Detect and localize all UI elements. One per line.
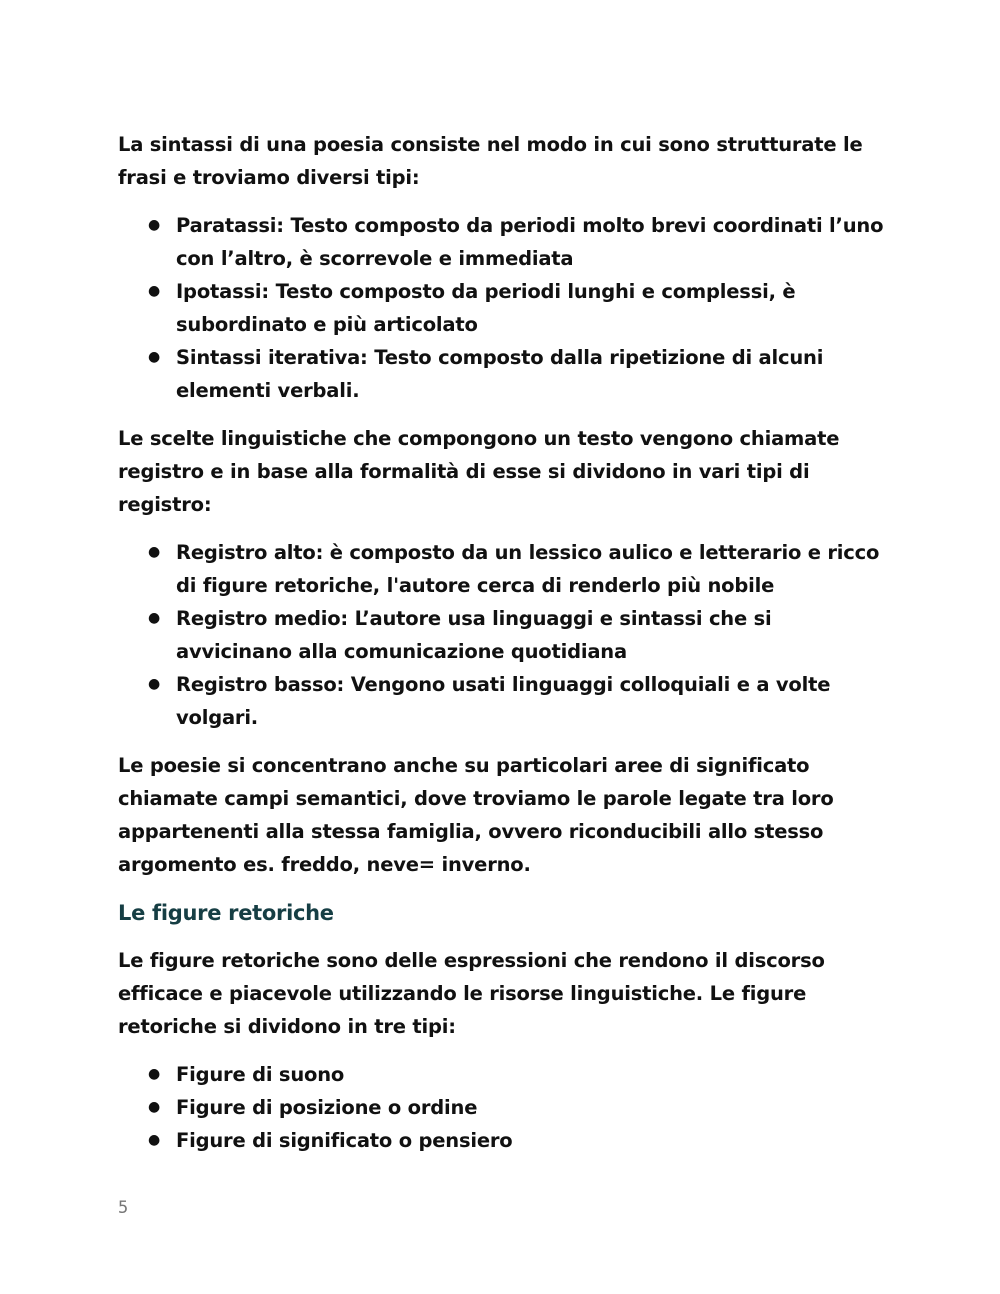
page-number: 5	[118, 1198, 129, 1218]
list-item-text: Registro medio: L’autore usa linguaggi e sintassi che si avvicinano alla comunicazione quotidiana	[176, 607, 772, 663]
paragraph-sintassi: La sintassi di una poesia consiste nel modo in cui sono strutturate le frasi e troviamo diversi tipi:	[118, 133, 863, 189]
list-item-text: Registro alto: è composto da un lessico aulico e letterario e ricco di figure retoriche, l'autore cerca di renderlo più nobile	[176, 541, 880, 597]
bullet-icon: ●	[148, 217, 161, 233]
list-item-text: Figure di significato o pensiero	[176, 1129, 513, 1152]
paragraph-campi-semantici: Le poesie si concentrano anche su particolari aree di significato chiamate campi semantici, dove troviamo le parole legate tra loro appartenenti alla stessa famiglia, ovvero riconducibili allo stesso argomento es. freddo, neve= inverno.	[118, 754, 834, 876]
list-item-text: Ipotassi: Testo composto da periodi lunghi e complessi, è subordinato e più articolato	[176, 280, 796, 336]
bullet-icon: ●	[148, 283, 161, 299]
list-registro-types	[118, 536, 888, 734]
paragraph-registro: Le scelte linguistiche che compongono un testo vengono chiamate registro e in base alla formalità di esse si dividono in vari tipi di registro:	[118, 427, 840, 516]
bullet-icon: ●	[148, 544, 161, 560]
list-item	[118, 536, 888, 602]
list-item	[118, 668, 888, 734]
list-item-text: Sintassi iterativa: Testo composto dalla ripetizione di alcuni elementi verbali.	[176, 346, 824, 402]
list-item-text: Registro basso: Vengono usati linguaggi colloquiali e a volte volgari.	[176, 673, 831, 729]
list-figure-types	[118, 1058, 888, 1157]
bullet-icon: ●	[148, 349, 161, 365]
list-item	[118, 1124, 888, 1157]
list-item	[118, 1058, 888, 1091]
list-item-text: Figure di posizione o ordine	[176, 1096, 478, 1119]
list-item	[118, 275, 888, 341]
bullet-icon: ●	[148, 1099, 161, 1115]
bullet-icon: ●	[148, 1132, 161, 1148]
paragraph-figure-retoriche: Le figure retoriche sono delle espressioni che rendono il discorso efficace e piacevole utilizzando le risorse linguistiche. Le figure retoriche si dividono in tre tipi:	[118, 949, 825, 1038]
list-item	[118, 1091, 888, 1124]
document-page	[118, 128, 888, 1172]
section-heading: Le figure retoriche	[118, 901, 334, 925]
list-item-text: Figure di suono	[176, 1063, 345, 1086]
bullet-icon: ●	[148, 610, 161, 626]
list-item	[118, 602, 888, 668]
list-sintassi-types	[118, 209, 888, 407]
bullet-icon: ●	[148, 676, 161, 692]
list-item-text: Paratassi: Testo composto da periodi molto brevi coordinati l’uno con l’altro, è scorrevole e immediata	[176, 214, 884, 270]
list-item	[118, 209, 888, 275]
bullet-icon: ●	[148, 1066, 161, 1082]
list-item	[118, 341, 888, 407]
